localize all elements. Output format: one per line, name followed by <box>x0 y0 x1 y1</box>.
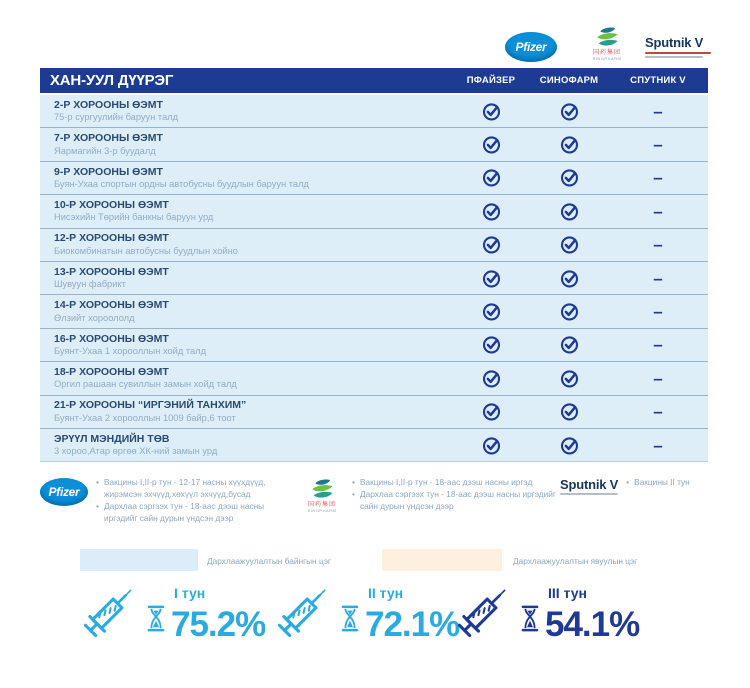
table-row <box>40 162 708 195</box>
absent-dash: – <box>653 335 663 355</box>
syringe-icon <box>452 577 518 643</box>
pfizer-note <box>40 476 292 524</box>
location-name: 9-Р ХОРООНЫ ӨЭМТ <box>54 165 163 178</box>
table-row <box>40 362 708 395</box>
check-icon <box>559 401 580 422</box>
syringe-slot <box>452 577 518 648</box>
sputnik-availability-cell <box>608 370 708 387</box>
syringe-slot <box>272 577 338 648</box>
syringe-icon <box>78 577 144 643</box>
mobile-point-label: Дархлаажуулалтын явуулын цэг <box>513 556 638 566</box>
hourglass-icon <box>520 602 540 635</box>
hourglass-icon <box>146 602 166 635</box>
location-address: 3 хороо,Атар өргөө ХК-ний замын урд <box>54 446 218 457</box>
location-cell <box>40 367 452 390</box>
column-header-pfizer: ПФАЙЗЕР <box>466 75 516 86</box>
location-cell <box>40 100 452 123</box>
location-address: Буянт-Ухаа 1 хорооллын хойд талд <box>54 346 207 357</box>
sinopharm-availability-cell <box>530 101 608 122</box>
location-name: 10-Р ХОРООНЫ ӨЭМТ <box>54 198 169 211</box>
sinopharm-logo <box>300 478 344 513</box>
sinopharm-waves-icon <box>592 26 622 50</box>
pfizer-availability-cell <box>452 334 530 355</box>
pfizer-availability-cell <box>452 201 530 222</box>
absent-dash: – <box>653 368 663 388</box>
check-icon <box>559 435 580 456</box>
location-cell <box>40 133 452 156</box>
dose-percent: 54.1% <box>545 604 640 644</box>
stat-text <box>520 584 640 644</box>
dose-label: III тун <box>548 584 588 601</box>
sputnik-availability-cell <box>608 303 708 320</box>
syringe-icon <box>272 577 338 643</box>
check-icon <box>481 234 502 255</box>
location-name: 7-Р ХОРООНЫ ӨЭМТ <box>54 132 163 145</box>
absent-dash: – <box>653 302 663 322</box>
note-bullet: • Дархлаа сэргээх тун - 18-аас дээш насны иргэдийг сайн дурын үндсэн дээр <box>96 500 292 524</box>
sputnik-availability-cell <box>608 203 708 220</box>
sputnik-logo-text: Sputnik V <box>560 477 619 492</box>
pfizer-availability-cell <box>452 101 530 122</box>
absent-dash: – <box>653 201 663 221</box>
note-bullet: • Вакцины II тун <box>626 476 690 488</box>
check-icon <box>481 101 502 122</box>
check-icon <box>481 167 502 188</box>
sinopharm-availability-cell <box>530 435 608 456</box>
sputnik-logo <box>560 478 618 495</box>
check-icon <box>559 101 580 122</box>
absent-dash: – <box>653 168 663 188</box>
table-row <box>40 128 708 161</box>
table-row <box>40 262 708 295</box>
table-row <box>40 295 708 328</box>
check-icon <box>559 268 580 289</box>
district-title: ХАН-УУЛ ДҮҮРЭГ <box>50 72 174 89</box>
dose-label: I тун <box>174 584 206 601</box>
stat-text <box>340 584 460 644</box>
location-address: Шувуун фабрикт <box>54 279 126 290</box>
sinopharm-note-bullets <box>352 476 558 512</box>
dose-statistics <box>0 577 750 657</box>
absent-dash: – <box>653 101 663 121</box>
sputnik-logo <box>645 36 711 58</box>
pfizer-availability-cell <box>452 234 530 255</box>
fixed-point-label: Дархлаажуулалтын байнгын цэг <box>207 556 331 566</box>
sinopharm-availability-cell <box>530 401 608 422</box>
check-icon <box>481 268 502 289</box>
hourglass-slot <box>340 602 360 640</box>
sinopharm-availability-cell <box>530 167 608 188</box>
location-cell <box>40 400 452 423</box>
stat-dose-3 <box>452 577 639 648</box>
check-icon <box>559 201 580 222</box>
pfizer-availability-cell <box>452 401 530 422</box>
table-row <box>40 195 708 228</box>
fixed-point-swatch <box>80 549 198 571</box>
sputnik-availability-cell <box>608 270 708 287</box>
table-row <box>40 95 708 128</box>
check-icon <box>559 334 580 355</box>
table-body <box>40 95 708 462</box>
stat-dose-1 <box>78 577 265 648</box>
check-icon <box>559 301 580 322</box>
table-row <box>40 329 708 362</box>
pfizer-logo <box>40 478 88 506</box>
sputnik-fineprint-line <box>645 56 703 58</box>
sputnik-note-bullets <box>626 476 690 488</box>
vaccine-logos-row <box>0 26 750 66</box>
table-row <box>40 229 708 262</box>
sputnik-fineprint-line <box>560 493 618 495</box>
check-icon <box>481 201 502 222</box>
sputnik-availability-cell <box>608 136 708 153</box>
location-cell <box>40 267 452 290</box>
location-name: 14-Р ХОРООНЫ ӨЭМТ <box>54 299 169 312</box>
check-icon <box>481 301 502 322</box>
check-icon <box>559 134 580 155</box>
sinopharm-availability-cell <box>530 201 608 222</box>
sinopharm-availability-cell <box>530 234 608 255</box>
note-bullet: • Вакцины I,II-р тун - 12-17 насны хүүхдүүд, жирэмсэн эхчүүд,хөхүүл эхчүүд,бусад <box>96 476 292 500</box>
location-cell <box>40 334 452 357</box>
table-header <box>40 68 708 93</box>
sputnik-availability-cell <box>608 403 708 420</box>
sinopharm-availability-cell <box>530 301 608 322</box>
hourglass-slot <box>520 602 540 640</box>
location-name: 13-Р ХОРООНЫ ӨЭМТ <box>54 265 169 278</box>
pfizer-availability-cell <box>452 435 530 456</box>
absent-dash: – <box>653 135 663 155</box>
location-name: 12-Р ХОРООНЫ ӨЭМТ <box>54 232 169 245</box>
check-icon <box>481 334 502 355</box>
location-address: Биокомбинатын автобусны буудлын хойно <box>54 245 238 256</box>
sinopharm-availability-cell <box>530 368 608 389</box>
sputnik-availability-cell <box>608 336 708 353</box>
column-header-sputnik: СПУТНИК V <box>630 75 686 86</box>
location-name: 18-Р ХОРООНЫ ӨЭМТ <box>54 365 169 378</box>
check-icon <box>481 368 502 389</box>
pfizer-note-bullets <box>96 476 292 524</box>
dose-percent: 72.1% <box>365 604 460 644</box>
check-icon <box>481 401 502 422</box>
pfizer-logo <box>505 32 557 62</box>
location-address: Нисэхийн Төрийн банкны баруун урд <box>54 212 214 223</box>
dose-percent: 75.2% <box>171 604 266 644</box>
sputnik-availability-cell <box>608 103 708 120</box>
sinopharm-waves-slot <box>592 26 622 50</box>
pfizer-logo-text: Pfizer <box>515 40 547 54</box>
pfizer-availability-cell <box>452 368 530 389</box>
note-bullet: • Дархлаа сэргээх тун - 18-аас дээш насны иргэдийг сайн дурын үндсэн дээр <box>352 488 558 512</box>
table-row <box>40 429 708 462</box>
sinopharm-logo-subtext: SINOPHARM <box>592 55 622 61</box>
sputnik-availability-cell <box>608 169 708 186</box>
sinopharm-logo-cjk: 国药集团 <box>592 50 621 56</box>
sinopharm-availability-cell <box>530 268 608 289</box>
column-header-sinopharm: СИНОФАРМ <box>539 75 599 86</box>
check-icon <box>559 167 580 188</box>
pfizer-availability-cell <box>452 268 530 289</box>
pfizer-logo-text: Pfizer <box>48 485 80 499</box>
sputnik-note <box>560 476 710 524</box>
location-name: ЭРҮҮЛ МЭНДИЙН ТӨВ <box>54 432 170 445</box>
hourglass-icon <box>340 602 360 635</box>
sputnik-fineprint-line <box>645 52 711 54</box>
pfizer-availability-cell <box>452 167 530 188</box>
sinopharm-logo <box>585 26 629 61</box>
check-icon <box>481 435 502 456</box>
sputnik-availability-cell <box>608 236 708 253</box>
absent-dash: – <box>653 402 663 422</box>
absent-dash: – <box>653 435 663 455</box>
sinopharm-note <box>300 476 558 524</box>
syringe-slot <box>78 577 144 648</box>
stat-dose-2 <box>272 577 459 648</box>
absent-dash: – <box>653 235 663 255</box>
location-cell <box>40 300 452 323</box>
location-name: 2-Р ХОРООНЫ ӨЭМТ <box>54 98 163 111</box>
location-address: Оргил рашаан сувиллын замын хойд талд <box>54 379 237 390</box>
dose-label: II тун <box>368 584 404 601</box>
sinopharm-waves-slot <box>307 478 337 502</box>
sputnik-logo-text: Sputnik V <box>645 35 704 50</box>
table-row <box>40 396 708 429</box>
location-cell <box>40 233 452 256</box>
sputnik-availability-cell <box>608 437 708 454</box>
check-icon <box>559 368 580 389</box>
stat-text <box>146 584 266 644</box>
sinopharm-availability-cell <box>530 334 608 355</box>
vaccine-notes-section <box>40 476 710 524</box>
location-cell <box>40 434 452 457</box>
location-address: Өлзийт хороололд <box>54 312 135 323</box>
pfizer-availability-cell <box>452 301 530 322</box>
location-address: 75-р сургуулийн баруун талд <box>54 112 179 123</box>
location-address: Буянт-Ухаа 2 хорооллын 1009 байр,6 тоот <box>54 412 236 423</box>
location-address: Яармагийн 3-р буудалд <box>54 145 156 156</box>
pfizer-availability-cell <box>452 134 530 155</box>
hourglass-slot <box>146 602 166 640</box>
check-icon <box>481 134 502 155</box>
note-bullet: • Вакцины I,II-р тун - 18-аас дээш насны иргэд <box>352 476 558 488</box>
absent-dash: – <box>653 268 663 288</box>
sinopharm-waves-icon <box>307 478 337 502</box>
mobile-point-swatch <box>382 549 502 571</box>
check-icon <box>559 234 580 255</box>
sinopharm-availability-cell <box>530 134 608 155</box>
vaccination-points-table <box>40 68 708 462</box>
location-name: 21-Р ХОРООНЫ “ИРГЭНИЙ ТАНХИМ” <box>54 399 247 412</box>
sinopharm-logo-subtext: SINOPHARM <box>307 507 337 513</box>
location-name: 16-Р ХОРООНЫ ӨЭМТ <box>54 332 169 345</box>
sinopharm-logo-cjk: 国药集团 <box>307 502 336 508</box>
point-type-legend <box>0 549 750 573</box>
location-cell <box>40 167 452 190</box>
location-cell <box>40 200 452 223</box>
location-address: Буян-Ухаа спортын ордны автобусны буудлын баруун талд <box>54 179 309 190</box>
